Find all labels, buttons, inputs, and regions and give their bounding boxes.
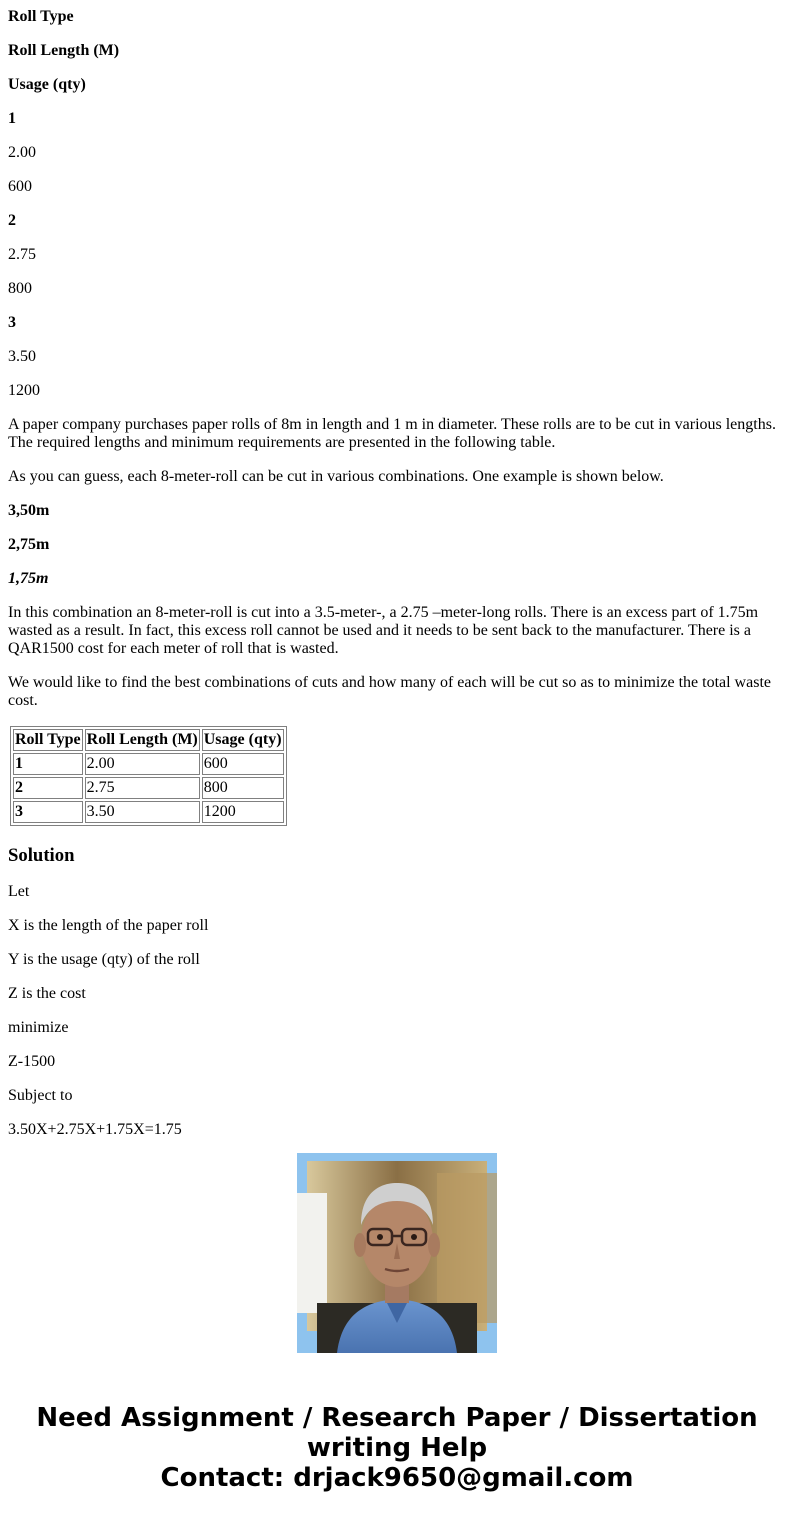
person-photo-icon [297, 1153, 497, 1353]
solution-line: Let [8, 883, 30, 900]
solution-line: minimize [8, 1019, 69, 1036]
list-item-usage: 1200 [8, 382, 40, 399]
table-row [13, 801, 284, 823]
list-item-length: 2.00 [8, 144, 36, 161]
solution-heading: Solution [8, 845, 75, 866]
avatar [297, 1153, 497, 1353]
table-cell: 3.50 [85, 801, 200, 823]
roll-table [10, 726, 287, 826]
table-header-cell: Usage (qty) [202, 729, 284, 751]
promo-contact-line: Contact: drjack9650@gmail.com [160, 1463, 634, 1493]
table-cell: 800 [202, 777, 284, 799]
list-header-roll-length: Roll Length (M) [8, 42, 120, 59]
list-item-type: 2 [8, 212, 16, 229]
table-cell: 2.75 [85, 777, 200, 799]
table-cell: 600 [202, 753, 284, 775]
promo-line-1: Need Assignment / Research Paper / Dissertation [36, 1403, 758, 1433]
document-content [8, 0, 786, 1138]
cut-length-1: 3,50m [8, 502, 50, 519]
table-cell: 2 [13, 777, 83, 799]
list-item-type: 1 [8, 110, 16, 127]
list-item-usage: 600 [8, 178, 32, 195]
table-cell: 1 [13, 753, 83, 775]
list-header-roll-type: Roll Type [8, 8, 74, 25]
list-item-type: 3 [8, 314, 16, 331]
list-item-length: 3.50 [8, 348, 36, 365]
list-item-usage: 800 [8, 280, 32, 297]
cut-length-2: 2,75m [8, 536, 50, 553]
cut-waste-length: 1,75m [8, 570, 49, 587]
problem-paragraph-2: As you can guess, each 8-meter-roll can be cut in various combinations. One example is shown below. [8, 468, 664, 485]
list-item-length: 2.75 [8, 246, 36, 263]
solution-line: Subject to [8, 1087, 73, 1104]
solution-line-clipped: 3.50X+2.75X+1.75X=1.75 [8, 1121, 182, 1138]
table-row [13, 777, 284, 799]
table-cell: 2.00 [85, 753, 200, 775]
problem-paragraph-3: In this combination an 8-meter-roll is cut into a 3.5-meter-, a 2.75 –meter-long rolls. There is an excess part of 1.75m wasted as a result. In fact, this excess roll cannot be used and it needs to be sent back to the manufacturer. There is a QAR1500 cost for each meter of roll that is wasted. [8, 604, 759, 657]
table-header-cell: Roll Length (M) [85, 729, 200, 751]
table-cell: 1200 [202, 801, 284, 823]
solution-line: Z-1500 [8, 1053, 56, 1070]
table-header-cell: Roll Type [13, 729, 83, 751]
promo-banner [0, 1403, 794, 1493]
solution-line: Z is the cost [8, 985, 86, 1002]
solution-line: X is the length of the paper roll [8, 917, 209, 934]
table-row [13, 753, 284, 775]
problem-paragraph-4: We would like to find the best combinations of cuts and how many of each will be cut so as to minimize the total waste cost. [8, 674, 771, 709]
promo-line-2: writing Help [306, 1433, 488, 1463]
solution-line: Y is the usage (qty) of the roll [8, 951, 200, 968]
list-header-usage: Usage (qty) [8, 76, 86, 93]
table-cell: 3 [13, 801, 83, 823]
table-header-row [13, 729, 284, 751]
problem-paragraph-1: A paper company purchases paper rolls of 8m in length and 1 m in diameter. These rolls are to be cut in various lengths. The required lengths and minimum requirements are presented in the following table. [8, 416, 776, 451]
